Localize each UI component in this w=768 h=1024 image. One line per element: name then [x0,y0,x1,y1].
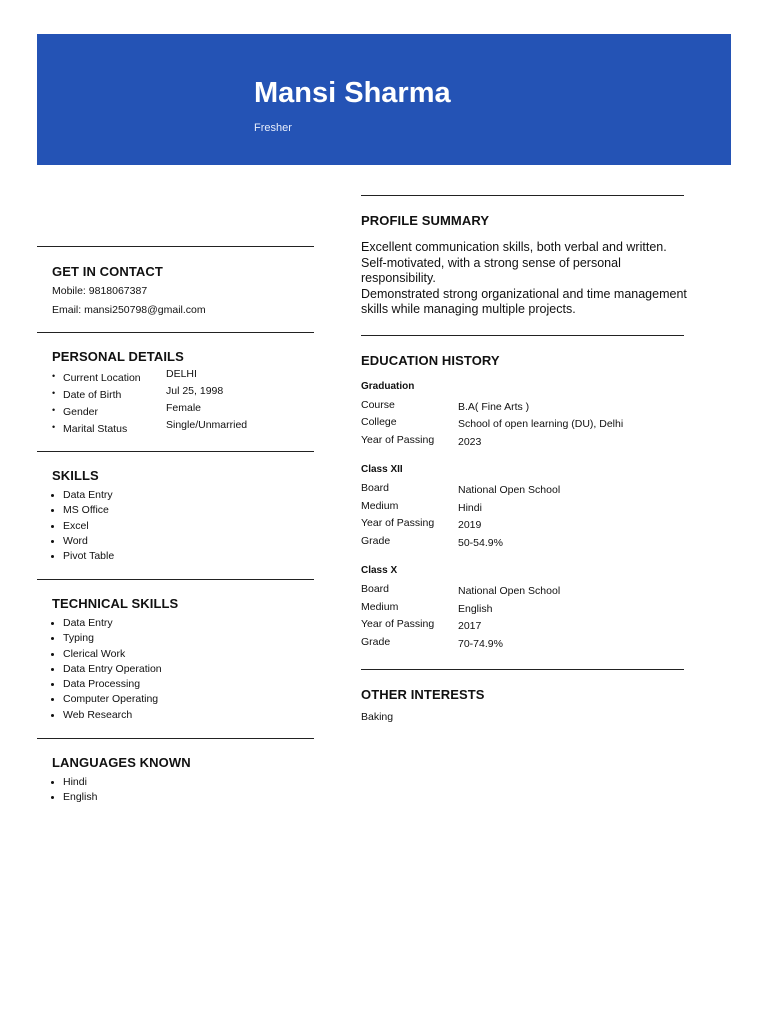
technical-skill-item: • Data Entry [63,616,162,631]
bullet-icon: • [52,371,56,381]
divider [37,451,314,452]
divider [37,579,314,580]
education-label: Year of Passing [361,434,435,446]
education-label: Year of Passing [361,517,435,529]
bullet-icon: • [52,405,56,415]
education-label: Course [361,399,395,411]
education-row [361,618,691,635]
education-row [361,434,691,451]
education-value: National Open School [458,585,561,597]
skill-item: • Word [63,534,114,549]
education-label: Year of Passing [361,618,435,630]
languages-title: LANGUAGES KNOWN [52,755,191,770]
profile-summary-text [361,240,691,318]
technical-skill-item: • Clerical Work [63,647,162,662]
other-interests-title: OTHER INTERESTS [361,687,485,702]
education-label: Medium [361,500,399,512]
technical-skill-item: • Data Entry Operation [63,662,162,677]
skill-item: • Data Entry [63,488,114,503]
education-value: 2023 [458,436,482,448]
education-group-heading: Class XII [361,464,403,475]
education-row [361,416,691,433]
skills-list [52,488,114,564]
education-row [361,500,691,517]
technical-skill-item: • Computer Operating [63,692,162,707]
divider [37,332,314,333]
education-row [361,583,691,600]
technical-skill-item: • Data Processing [63,677,162,692]
education-label: College [361,416,397,428]
profile-summary-title: PROFILE SUMMARY [361,213,490,228]
education-group-heading: Graduation [361,381,415,392]
education-value: 50-54.9% [458,537,503,549]
divider [37,738,314,739]
education-label: Medium [361,601,399,613]
personal-detail-value: Jul 25, 1998 [166,385,224,397]
personal-detail-label: Marital Status [63,423,128,435]
education-value: 2019 [458,519,482,531]
personal-detail-label: Current Location [63,372,141,384]
contact-title: GET IN CONTACT [52,264,163,279]
education-row [361,399,691,416]
bullet-icon: • [52,388,56,398]
education-value: School of open learning (DU), Delhi [458,418,624,430]
skill-item: • Excel [63,519,114,534]
contact-email: Email: mansi250798@gmail.com [52,304,206,316]
interest-item: Baking [361,711,394,723]
contact-mobile: Mobile: 9818067387 [52,285,148,297]
education-value: English [458,603,493,615]
personal-detail-value: Single/Unmarried [166,419,248,431]
personal-detail-value: Female [166,402,202,414]
language-item: • Hindi [63,775,97,790]
language-item: • English [63,790,97,805]
education-label: Board [361,583,390,595]
technical-skill-item: • Web Research [63,708,162,723]
personal-detail-value: DELHI [166,368,197,380]
education-title: EDUCATION HISTORY [361,353,500,368]
education-row [361,636,691,653]
personal-detail-label: Date of Birth [63,389,122,401]
education-label: Board [361,482,390,494]
education-value: 2017 [458,620,482,632]
education-group-heading: Class X [361,565,398,576]
education-row [361,482,691,499]
profile-summary-body: Excellent communication skills, both verbal and written. Self-motivated, with a strong sense of personal responsibility. Demonstrated strong organizational and time management skills while managing multiple projects. [361,240,687,316]
technical-skills-title: TECHNICAL SKILLS [52,596,179,611]
candidate-role: Fresher [254,122,292,134]
candidate-name: Mansi Sharma [254,77,451,109]
divider [37,246,314,247]
divider [361,335,684,336]
divider [361,669,684,670]
resume-header [37,34,731,165]
technical-skill-item: • Typing [63,631,162,646]
education-label: Grade [361,535,391,547]
bullet-icon: • [52,422,56,432]
education-value: 70-74.9% [458,638,503,650]
education-label: Grade [361,636,391,648]
education-row [361,601,691,618]
divider [361,195,684,196]
languages-list [52,775,97,806]
skill-item: • Pivot Table [63,549,114,564]
education-value: B.A( Fine Arts ) [458,401,530,413]
technical-skills-list [52,616,162,723]
education-value: National Open School [458,484,561,496]
skills-title: SKILLS [52,468,99,483]
personal-detail-label: Gender [63,406,99,418]
personal-detail-row [52,419,312,439]
skill-item: • MS Office [63,503,114,518]
education-value: Hindi [458,502,482,514]
education-row [361,517,691,534]
education-row [361,535,691,552]
personal-details-title: PERSONAL DETAILS [52,349,184,364]
